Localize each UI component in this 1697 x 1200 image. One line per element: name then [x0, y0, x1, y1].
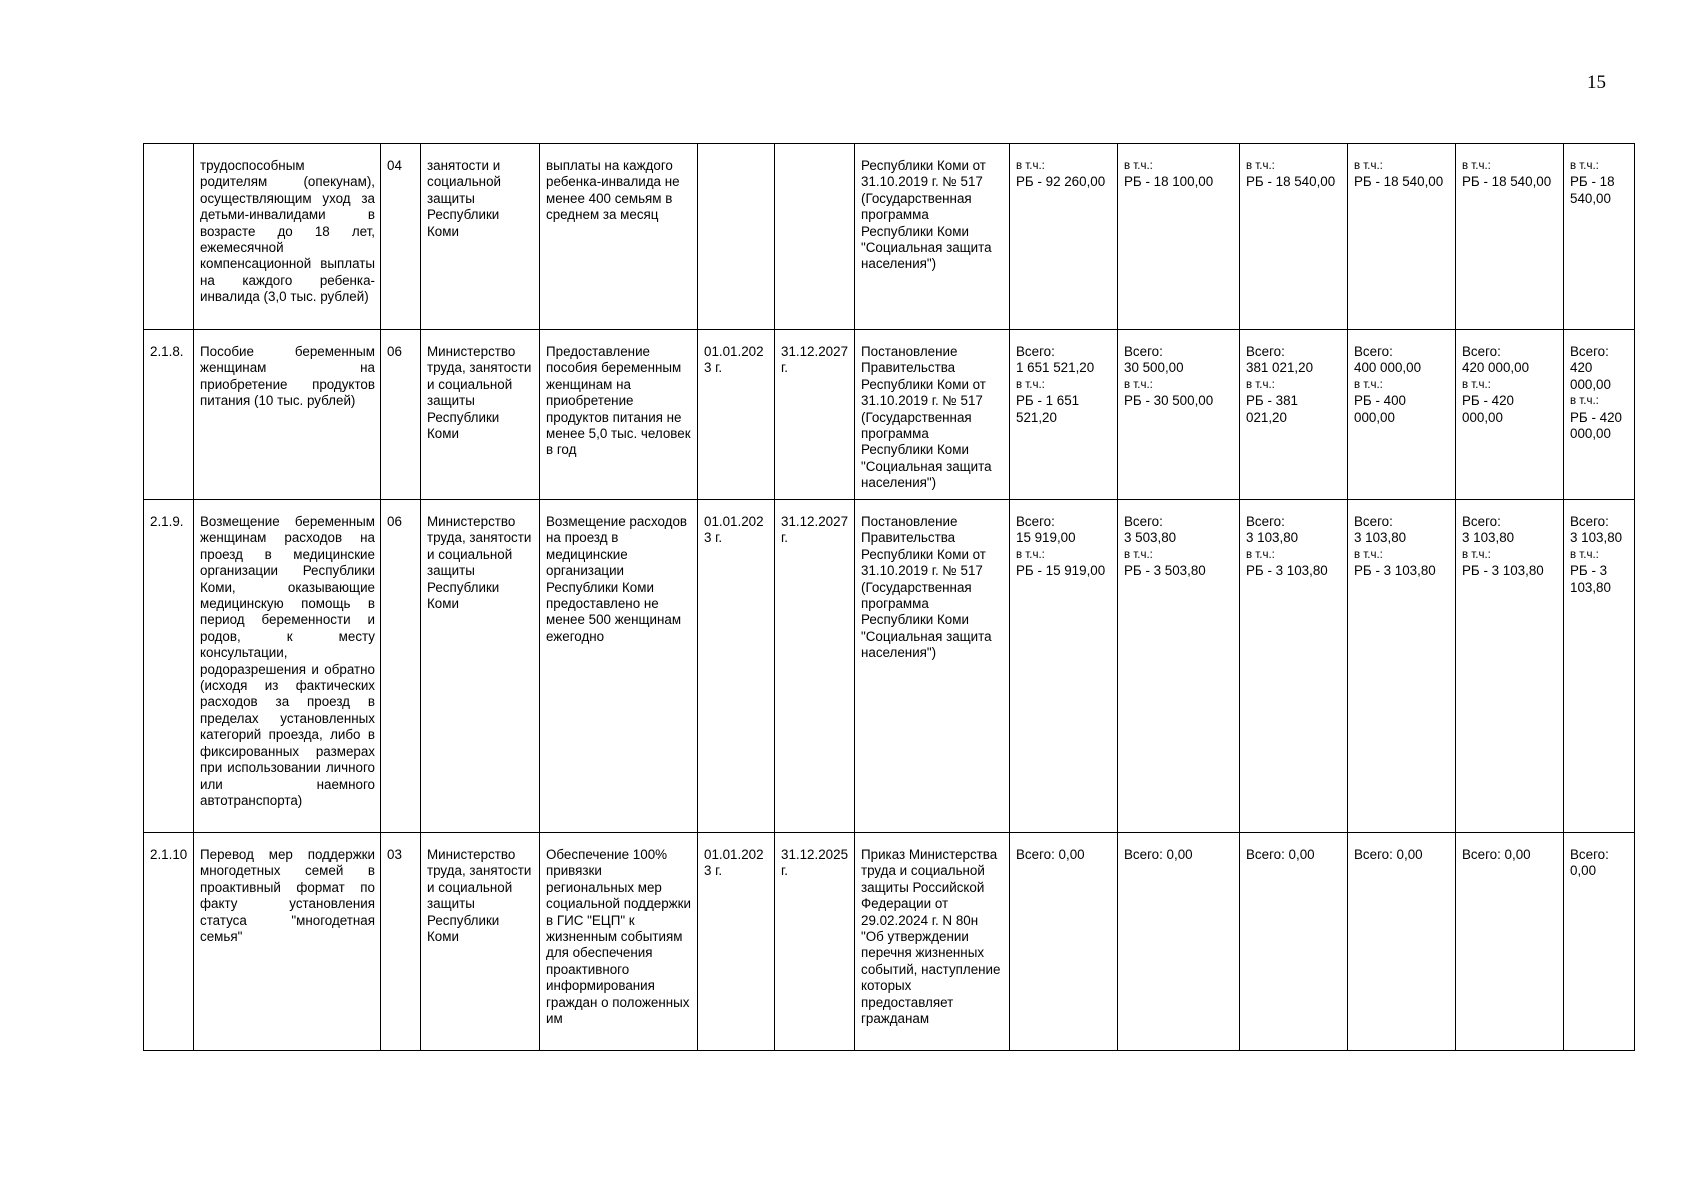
funding-cell — [1010, 144, 1118, 330]
measure-code: 03 — [381, 833, 421, 1051]
total-label: Всего: — [1354, 344, 1393, 359]
rb-value: РБ - 18 540,00 — [1570, 174, 1615, 206]
funding-cell — [1010, 500, 1118, 833]
funding-cell — [1010, 330, 1118, 500]
total-label: Всего: — [1124, 344, 1163, 359]
table-row — [144, 833, 1635, 1051]
total-value: 30 500,00 — [1124, 360, 1184, 376]
expected-result: Предоставление пособия беременным женщинам на приобретение продуктов питания не менее 5,0 тыс. человек в год — [540, 330, 698, 500]
total-label: Всего: — [1246, 344, 1285, 359]
funding-cell — [1348, 330, 1456, 500]
funding-cell — [1564, 500, 1635, 833]
incl-label: в т.ч.: — [1462, 160, 1491, 172]
funding-cell — [1456, 330, 1564, 500]
rb-value: РБ - 3 503,80 — [1124, 563, 1206, 579]
total-value: 3 503,80 — [1124, 530, 1177, 546]
incl-label: в т.ч.: — [1016, 160, 1045, 172]
funding-cell — [1010, 833, 1118, 1051]
total-value: 3 103,80 — [1354, 530, 1407, 546]
start-date: 01.01.2023 г. — [698, 500, 775, 833]
rb-value: РБ - 1 651 521,20 — [1016, 393, 1080, 425]
total-label: Всего: — [1124, 514, 1163, 529]
page-number: 15 — [1587, 72, 1606, 93]
end-date: 31.12.2027 г. — [775, 500, 855, 833]
expected-result: Обеспечение 100% привязки региональных мер социальной поддержки в ГИС "ЕЦП" к жизненным событиям для обеспечения проактивного информирования граждан о положенных им — [540, 833, 698, 1051]
total-value: 420 000,00 — [1570, 360, 1611, 392]
measure-name: Возмещение беременным женщинам расходов на проезд в медицинские организации Республики Коми, оказывающие медицинскую помощь в период беременности и родов, к месту консультации, родоразрешения и обратно (исходя из фактических расходов за проезд в пределах установленных категорий проезда, либо в фиксированных размерах при использовании личного или наемного автотранспорта) — [194, 500, 381, 833]
executor: Министерство труда, занятости и социальной защиты Республики Коми — [421, 500, 540, 833]
executor: Министерство труда, занятости и социальной защиты Республики Коми — [421, 330, 540, 500]
measure-code: 06 — [381, 500, 421, 833]
rb-value: РБ - 18 540,00 — [1246, 174, 1336, 190]
total-label: Всего: — [1246, 514, 1285, 529]
executor: занятости и социальной защиты Республики Коми — [421, 144, 540, 330]
total-label: Всего: — [1016, 514, 1055, 529]
end-date: 31.12.2027 г. — [775, 330, 855, 500]
total-value: 1 651 521,20 — [1016, 360, 1095, 376]
legal-basis: Приказ Министерства труда и социальной защиты Российской Федерации от 29.02.2024 г. N 80н "Об утверждении перечня жизненных событий, наступление которых предоставляет гражданам — [855, 833, 1010, 1051]
measure-code: 06 — [381, 330, 421, 500]
funding-cell — [1348, 500, 1456, 833]
incl-label: в т.ч.: — [1570, 160, 1599, 172]
table-row — [144, 330, 1635, 500]
rb-value: РБ - 420 000,00 — [1570, 409, 1622, 442]
funding-cell — [1240, 500, 1348, 833]
rb-value: РБ - 18 540,00 — [1462, 174, 1552, 190]
incl-label: в т.ч.: — [1354, 548, 1383, 561]
measures-table — [143, 143, 1635, 1051]
funding-cell — [1456, 833, 1564, 1051]
table-row — [144, 144, 1635, 330]
table-row — [144, 500, 1635, 833]
rb-value: РБ - 30 500,00 — [1124, 393, 1214, 409]
funding-cell — [1564, 330, 1635, 500]
total-value: 3 103,80 — [1570, 530, 1623, 546]
funding-cell — [1118, 330, 1240, 500]
total-label: Всего: 0,00 — [1354, 847, 1423, 862]
total-value: 400 000,00 — [1354, 360, 1422, 376]
funding-cell — [1118, 833, 1240, 1051]
incl-label: в т.ч.: — [1124, 378, 1153, 391]
funding-cell — [1456, 500, 1564, 833]
total-label: Всего: 0,00 — [1124, 847, 1193, 862]
row-number: 2.1.10 — [144, 833, 194, 1051]
rb-value: РБ - 3 103,80 — [1570, 563, 1611, 595]
total-label: Всего: — [1462, 344, 1501, 359]
total-value: 3 103,80 — [1462, 530, 1515, 546]
funding-cell — [1118, 144, 1240, 330]
row-number: 2.1.9. — [144, 500, 194, 833]
total-label: Всего: — [1016, 344, 1055, 359]
total-value: 381 021,20 — [1246, 360, 1314, 376]
measure-name: трудоспособным родителям (опекунам), осуществляющим уход за детьми-инвалидами в возрасте до 18 лет, ежемесячной компенсационной выплаты на каждого ребенка-инвалида (3,0 тыс. рублей) — [194, 144, 381, 330]
executor: Министерство труда, занятости и социальной защиты Республики Коми — [421, 833, 540, 1051]
incl-label: в т.ч.: — [1246, 548, 1275, 561]
funding-cell — [1240, 144, 1348, 330]
incl-label: в т.ч.: — [1462, 548, 1491, 561]
incl-label: в т.ч.: — [1354, 160, 1383, 172]
total-label: Всего: 0,00 — [1462, 847, 1531, 862]
total-label: Всего: 0,00 — [1570, 847, 1609, 879]
incl-label: в т.ч.: — [1354, 378, 1383, 391]
total-label: Всего: — [1462, 514, 1501, 529]
start-date: 01.01.2023 г. — [698, 833, 775, 1051]
rb-value: РБ - 18 100,00 — [1124, 174, 1214, 190]
start-date: 01.01.2023 г. — [698, 330, 775, 500]
incl-label: в т.ч.: — [1016, 548, 1045, 561]
legal-basis: Республики Коми от 31.10.2019 г. № 517 (Государственная программа Республики Коми "Социальная защита населения") — [855, 144, 1010, 330]
funding-cell — [1348, 144, 1456, 330]
rb-value: РБ - 381 021,20 — [1246, 393, 1298, 425]
funding-cell — [1118, 500, 1240, 833]
incl-label: в т.ч.: — [1246, 160, 1275, 172]
total-value: 3 103,80 — [1246, 530, 1299, 546]
incl-label: в т.ч.: — [1246, 378, 1275, 391]
rb-value: РБ - 92 260,00 — [1016, 174, 1106, 190]
rb-value: РБ - 3 103,80 — [1246, 563, 1328, 579]
rb-value: РБ - 420 000,00 — [1462, 393, 1514, 425]
total-value: 420 000,00 — [1462, 360, 1530, 376]
rb-value: РБ - 400 000,00 — [1354, 393, 1406, 425]
funding-cell — [1240, 330, 1348, 500]
funding-cell — [1564, 833, 1635, 1051]
total-label: Всего: — [1570, 514, 1609, 529]
end-date — [775, 144, 855, 330]
total-label: Всего: 0,00 — [1246, 847, 1315, 862]
row-number: 2.1.8. — [144, 330, 194, 500]
incl-label: в т.ч.: — [1124, 160, 1153, 172]
measure-code: 04 — [381, 144, 421, 330]
rb-value: РБ - 3 103,80 — [1354, 563, 1436, 579]
legal-basis: Постановление Правительства Республики Коми от 31.10.2019 г. № 517 (Государственная программа Республики Коми "Социальная защита населения") — [855, 330, 1010, 500]
total-label: Всего: 0,00 — [1016, 847, 1085, 862]
start-date — [698, 144, 775, 330]
legal-basis: Постановление Правительства Республики Коми от 31.10.2019 г. № 517 (Государственная программа Республики Коми "Социальная защита населения") — [855, 500, 1010, 833]
incl-label: в т.ч.: — [1570, 548, 1599, 561]
funding-cell — [1456, 144, 1564, 330]
expected-result: Возмещение расходов на проезд в медицинские организации Республики Коми предоставлено не менее 500 женщинам ежегодно — [540, 500, 698, 833]
incl-label: в т.ч.: — [1462, 378, 1491, 391]
rb-value: РБ - 3 103,80 — [1462, 563, 1544, 579]
funding-cell — [1564, 144, 1635, 330]
total-label: Всего: — [1354, 514, 1393, 529]
incl-label: в т.ч.: — [1016, 378, 1045, 391]
end-date: 31.12.2025 г. — [775, 833, 855, 1051]
rb-value: РБ - 15 919,00 — [1016, 563, 1106, 579]
funding-cell — [1348, 833, 1456, 1051]
funding-cell — [1240, 833, 1348, 1051]
measure-name: Перевод мер поддержки многодетных семей в проактивный формат по факту установления статуса "многодетная семья" — [194, 833, 381, 1051]
total-label: Всего: — [1570, 344, 1609, 359]
row-number — [144, 144, 194, 330]
incl-label: в т.ч.: — [1570, 395, 1599, 408]
rb-value: РБ - 18 540,00 — [1354, 174, 1444, 190]
measure-name: Пособие беременным женщинам на приобретение продуктов питания (10 тыс. рублей) — [194, 330, 381, 500]
expected-result: выплаты на каждого ребенка-инвалида не менее 400 семьям в среднем за месяц — [540, 144, 698, 330]
total-value: 15 919,00 — [1016, 530, 1076, 546]
incl-label: в т.ч.: — [1124, 548, 1153, 561]
